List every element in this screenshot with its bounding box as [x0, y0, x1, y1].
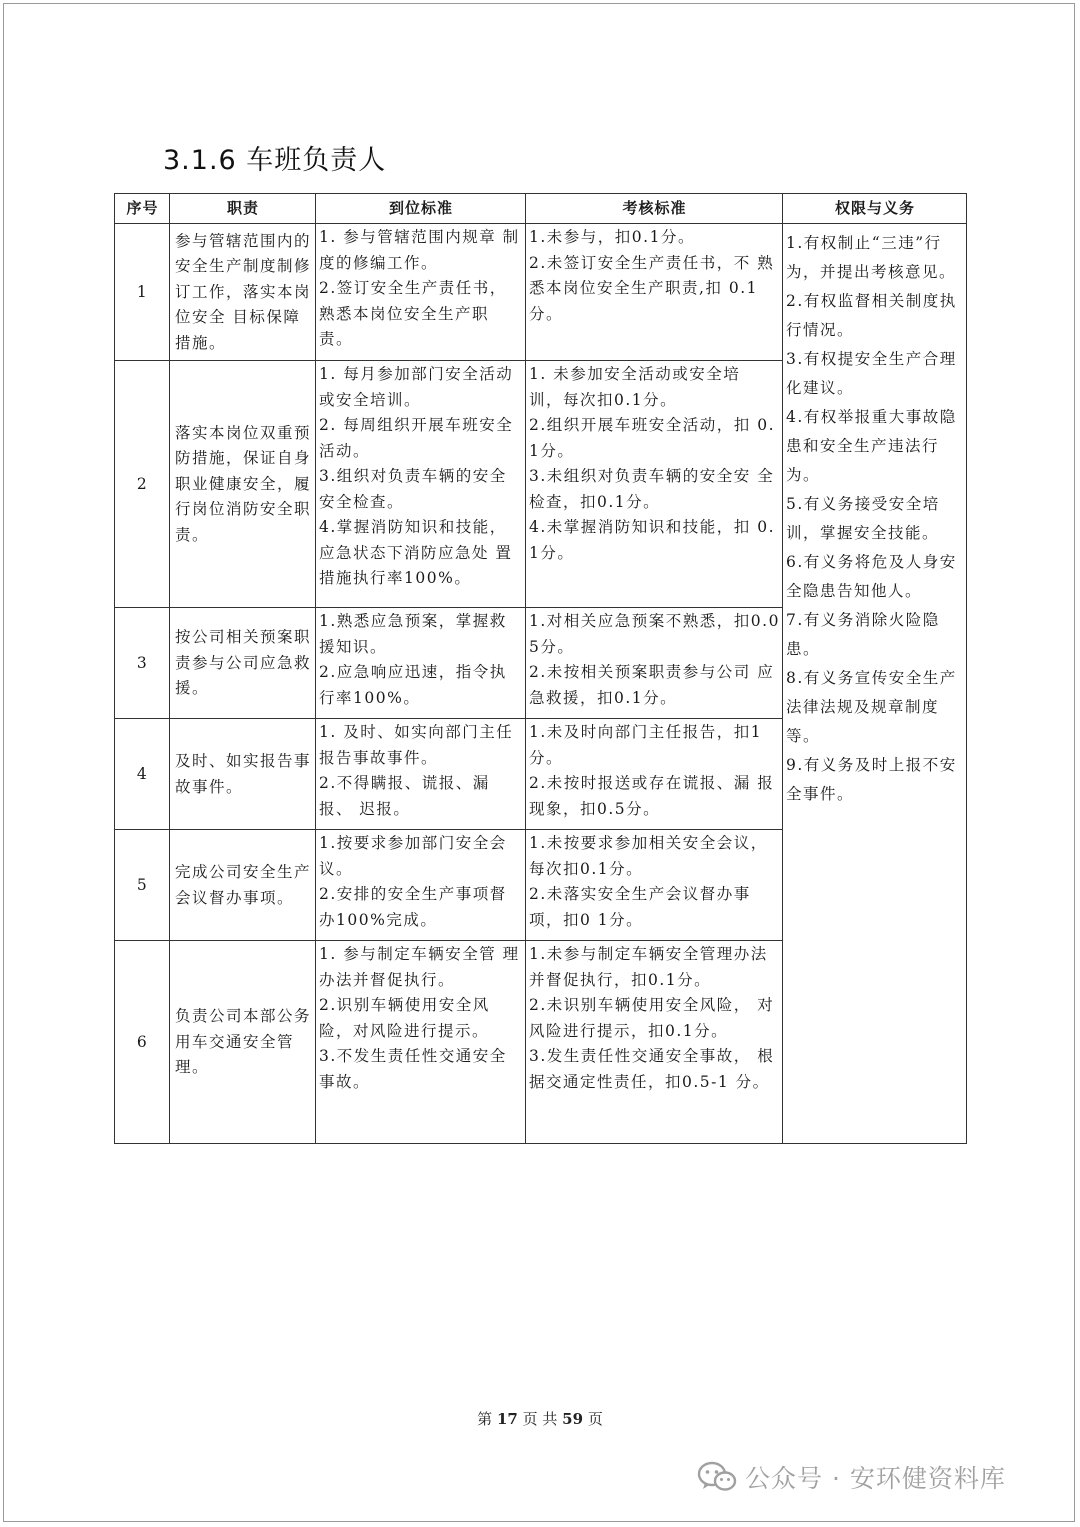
standard-item: 2. 每周组织开展车班安全活动。	[319, 416, 514, 460]
row-standard	[316, 224, 526, 361]
table-header-row	[115, 194, 967, 224]
total-pages: 59	[562, 1410, 584, 1428]
row-no: 3	[115, 608, 170, 719]
assessment-item: 3.发生责任性交通安全事故， 根据交通定性责任，扣0.5-1 分。	[529, 1047, 775, 1091]
row-standard	[316, 941, 526, 1144]
standard-item: 1.按要求参加部门安全会议。	[319, 834, 507, 878]
assessment-item: 1.未按要求参加相关安全会议，每次扣0.1分。	[529, 834, 768, 878]
assessment-item: 1.未参与制定车辆安全管理办法并督促执行，扣0.1分。	[529, 945, 768, 989]
row-duty: 及时、如实报告事故事件。	[170, 719, 316, 830]
rights-item: 6.有义务将危及人身安全隐患告知他人。	[786, 553, 957, 600]
row-no: 4	[115, 719, 170, 830]
standard-item: 1.熟悉应急预案，掌握救援知识。	[319, 612, 507, 656]
row-no: 6	[115, 941, 170, 1144]
row-assessment	[526, 224, 783, 361]
rights-item: 7.有义务消除火险隐患。	[786, 611, 940, 658]
assessment-item: 2.未按相关预案职责参与公司 应急救援，扣0.1分。	[529, 663, 775, 707]
page-number	[0, 1408, 1080, 1429]
row-assessment	[526, 608, 783, 719]
row-standard	[316, 830, 526, 941]
watermark	[697, 1457, 1006, 1497]
footer-middle: 页 共	[522, 1410, 558, 1428]
standard-item: 1. 及时、如实向部门主任报告事故事件。	[319, 723, 514, 767]
row-standard	[316, 719, 526, 830]
footer-suffix: 页	[587, 1410, 603, 1428]
row-duty: 参与管辖范围内的安全生产制度制修订工作，落实本岗位安全 目标保障措施。	[170, 224, 316, 361]
row-assessment	[526, 361, 783, 608]
watermark-text: 公众号 · 安环健资料库	[745, 1464, 1006, 1493]
standard-item: 1. 参与制定车辆安全管 理办法并督促执行。	[319, 945, 520, 989]
responsibility-table	[114, 193, 967, 1144]
current-page: 17	[496, 1410, 518, 1428]
header-no: 序号	[115, 194, 170, 224]
standard-item: 1. 每月参加部门安全活动或安全培训。	[319, 365, 514, 409]
standard-item: 1. 参与管辖范围内规章 制度的修编工作。	[319, 228, 520, 272]
standard-item: 2.签订安全生产责任书，熟悉本岗位安全生产职 责。	[319, 279, 507, 348]
standard-item: 2.不得瞒报、谎报、漏报、 迟报。	[319, 774, 490, 818]
row-no: 1	[115, 224, 170, 361]
standard-item: 4.掌握消防知识和技能，应急状态下消防应急处 置措施执行率100%。	[319, 518, 513, 587]
assessment-item: 4.未掌握消防知识和技能，扣 0.1分。	[529, 518, 776, 562]
assessment-item: 2.未按时报送或存在谎报、漏 报现象，扣0.5分。	[529, 774, 775, 818]
header-standard: 到位标准	[316, 194, 526, 224]
assessment-item: 1.对相关应急预案不熟悉，扣0.05分。	[529, 612, 780, 656]
footer-prefix: 第	[477, 1410, 493, 1428]
assessment-item: 2.未落实安全生产会议督办事 项，扣0 1分。	[529, 885, 751, 929]
rights-item: 5.有义务接受安全培训，掌握安全技能。	[786, 495, 940, 542]
standard-item: 3.组织对负责车辆的安全安全检查。	[319, 467, 507, 511]
assessment-item: 1. 未参加安全活动或安全培 训，每次扣0.1分。	[529, 365, 741, 409]
row-duty: 负责公司本部公务用车交通安全管理。	[170, 941, 316, 1144]
row-assessment	[526, 830, 783, 941]
header-assessment: 考核标准	[526, 194, 783, 224]
rights-item: 2.有权监督相关制度执行情况。	[786, 292, 957, 339]
assessment-item: 1.未参与，扣0.1分。	[529, 228, 695, 246]
assessment-item: 2.未签订安全生产责任书，不 熟悉本岗位安全生产职责,扣 0.1分。	[529, 253, 775, 323]
header-duty: 职责	[170, 194, 316, 224]
rights-item: 8.有义务宣传安全生产法律法规及规章制度等。	[786, 669, 957, 745]
standard-item: 2.安排的安全生产事项督办100%完成。	[319, 885, 507, 929]
assessment-item: 1.未及时向部门主任报告，扣1分。	[529, 723, 763, 767]
wechat-icon	[697, 1460, 737, 1494]
row-duty: 落实本岗位双重预防措施，保证自身职业健康安全，履行岗位消防安全职责。	[170, 361, 316, 608]
rights-item: 1.有权制止“三违”行为，并提出考核意见。	[786, 234, 957, 281]
rights-cell	[783, 224, 967, 1144]
header-rights: 权限与义务	[783, 194, 967, 224]
row-assessment	[526, 719, 783, 830]
section-title: 3.1.6 车班负责人	[163, 145, 387, 176]
rights-item: 3.有权提安全生产合理化建议。	[786, 350, 957, 397]
row-standard	[316, 361, 526, 608]
assessment-item: 2.未识别车辆使用安全风险， 对风险进行提示，扣0.1分。	[529, 996, 775, 1040]
row-assessment	[526, 941, 783, 1144]
row-duty: 按公司相关预案职责参与公司应急救援。	[170, 608, 316, 719]
standard-item: 2.应急响应迅速，指令执行率100%。	[319, 663, 507, 707]
assessment-item: 2.组织开展车班安全活动，扣 0.1分。	[529, 416, 776, 460]
assessment-item: 3.未组织对负责车辆的安全安 全检查，扣0.1分。	[529, 467, 775, 511]
row-standard	[316, 608, 526, 719]
standard-item: 3.不发生责任性交通安全事故。	[319, 1047, 507, 1091]
row-no: 2	[115, 361, 170, 608]
rights-item: 4.有权举报重大事故隐患和安全生产违法行为。	[786, 408, 957, 484]
row-no: 5	[115, 830, 170, 941]
table-row	[115, 224, 967, 361]
row-duty: 完成公司安全生产会议督办事项。	[170, 830, 316, 941]
rights-item: 9.有义务及时上报不安全事件。	[786, 756, 957, 803]
standard-item: 2.识别车辆使用安全风险，对风险进行提示。	[319, 996, 490, 1040]
